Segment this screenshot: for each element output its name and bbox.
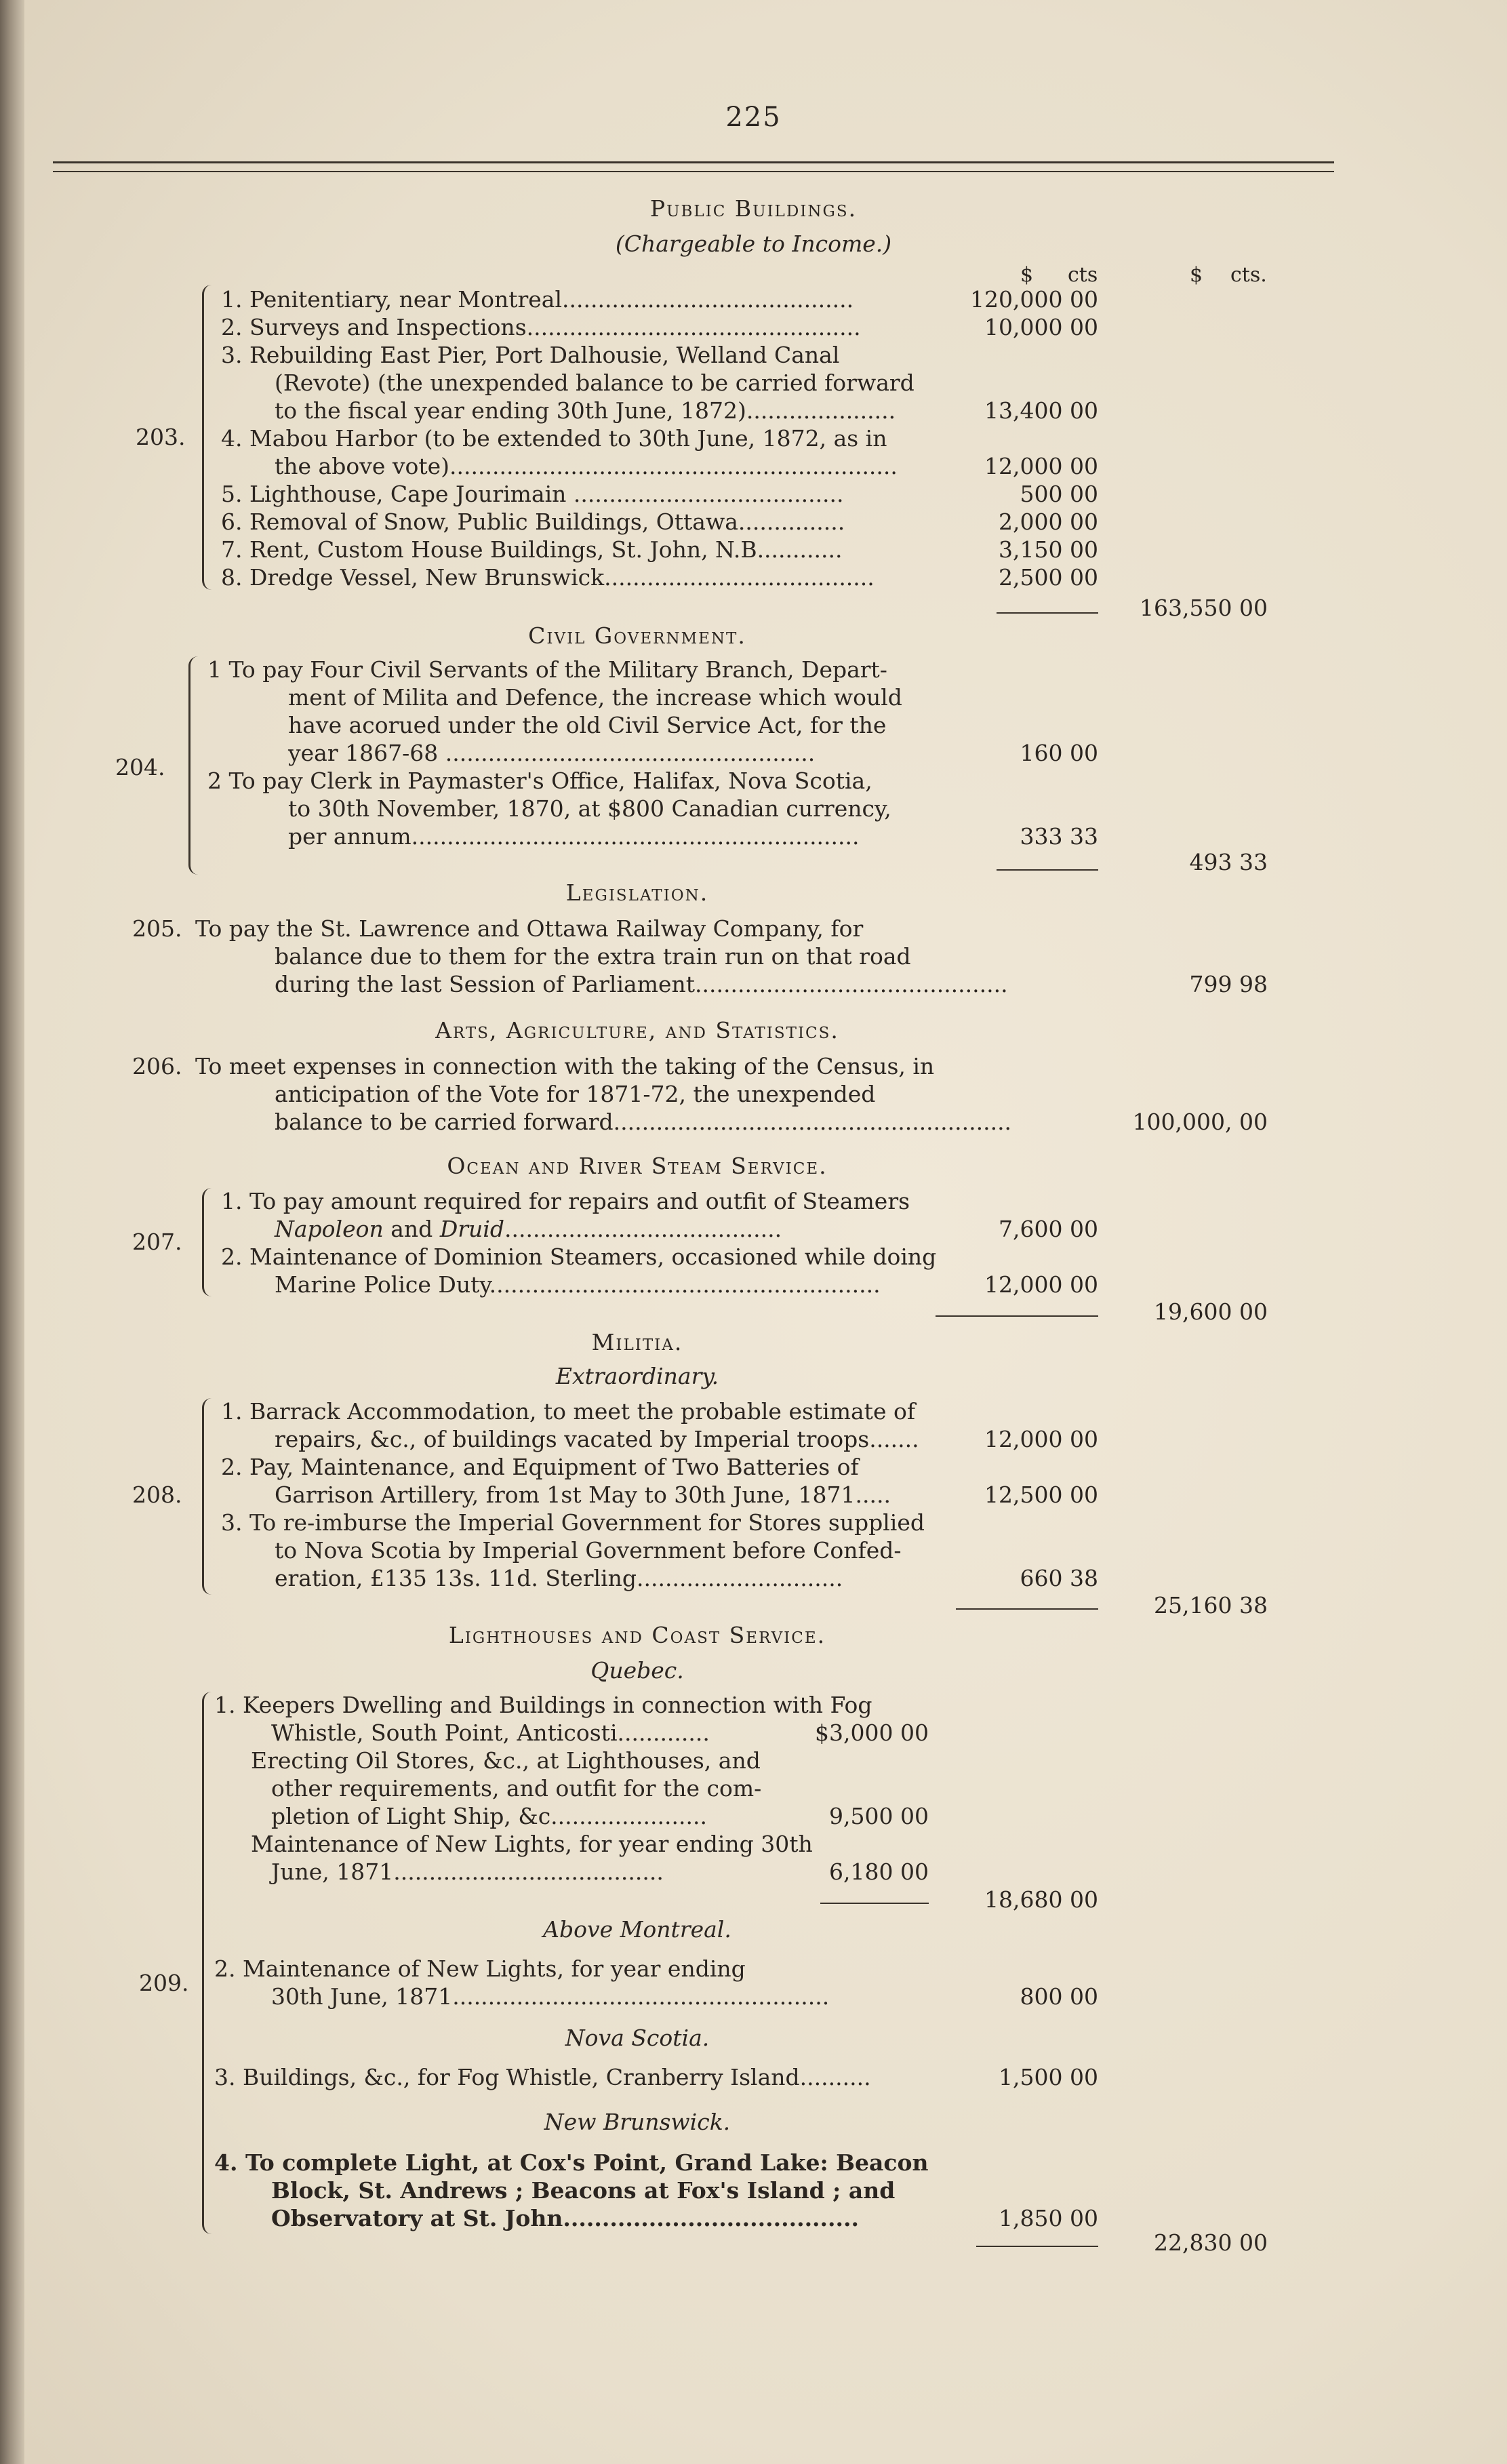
- amount-cell: 1,850 00: [999, 2205, 1098, 2231]
- amount-cell: 12,000 00: [984, 1426, 1098, 1452]
- section-total-204: 493 33: [1189, 849, 1268, 875]
- section-total-209: 22,830 00: [1154, 2229, 1268, 2256]
- subtotal-rule: [956, 1608, 1098, 1610]
- section-heading-ocean-river-steam: Ocean and River Steam Service.: [447, 1153, 828, 1179]
- amount-cell: 120,000 00: [970, 286, 1098, 313]
- steamer-name-napoleon: Napoleon: [275, 1216, 384, 1242]
- section-total-203: 163,550 00: [1140, 595, 1268, 621]
- amount-cell: 3,150 00: [999, 536, 1098, 563]
- leader-dots: .......................................: [504, 1216, 782, 1242]
- col2-cents-header: cts.: [1230, 263, 1267, 287]
- section-208-brace: [202, 1398, 212, 1595]
- item-line: to Nova Scotia by Imperial Government before Confed-: [275, 1537, 902, 1564]
- item-line: other requirements, and outfit for the com-: [271, 1775, 762, 1802]
- item-line: Observatory at St. John......................................: [271, 2205, 859, 2231]
- item-line: 3. Buildings, &c., for Fog Whistle, Cranberry Island..........: [214, 2064, 871, 2090]
- item-line: 2. Maintenance of Dominion Steamers, occasioned while doing: [221, 1244, 937, 1270]
- amount-cell: 1,500 00: [999, 2064, 1098, 2090]
- amount-cell: 660 38: [1020, 1565, 1098, 1591]
- amount-cell: 10,000 00: [984, 314, 1098, 340]
- section-total-207: 19,600 00: [1154, 1298, 1268, 1325]
- section-number-208: 208.: [132, 1482, 182, 1508]
- item-line: pletion of Light Ship, &c......................: [271, 1803, 707, 1829]
- item-line: Block, St. Andrews ; Beacons at Fox's Island ; and: [271, 2177, 896, 2204]
- item-line: 1 To pay Four Civil Servants of the Military Branch, Depart-: [207, 656, 887, 683]
- item-line: 5. Lighthouse, Cape Jourimain ......................................: [221, 481, 844, 507]
- item-line: 1. Penitentiary, near Montreal.........................................: [221, 286, 854, 313]
- subtotal-rule: [976, 2246, 1098, 2247]
- section-heading-lighthouses: Lighthouses and Coast Service.: [448, 1622, 826, 1648]
- item-line: 1. To pay amount required for repairs and outfit of Steamers: [221, 1188, 910, 1214]
- book-spine-shadow: [0, 0, 24, 2464]
- item-line: have acorued under the old Civil Service Act, for the: [288, 712, 887, 738]
- item-line: June, 1871......................................: [271, 1859, 664, 1885]
- item-line: 1. Barrack Accommodation, to meet the probable estimate of: [221, 1398, 916, 1425]
- item-line: Maintenance of New Lights, for year ending 30th: [251, 1831, 813, 1857]
- subtotal-rule: [936, 1315, 1098, 1317]
- inner-amount-cell: $3,000 00: [815, 1720, 929, 1746]
- section-number-204: 204.: [115, 754, 165, 780]
- item-line: Whistle, South Point, Anticosti.............: [271, 1720, 710, 1746]
- section-number-205: 205.: [132, 915, 182, 942]
- item-line: ment of Milita and Defence, the increase which would: [288, 684, 902, 711]
- amount-cell: 12,000 00: [984, 1271, 1098, 1298]
- item-line: 2. Pay, Maintenance, and Equipment of Two Batteries of: [221, 1454, 859, 1480]
- item-line: anticipation of the Vote for 1871-72, the unexpended: [275, 1081, 876, 1107]
- amount-cell: 13,400 00: [984, 397, 1098, 424]
- item-line: 8. Dredge Vessel, New Brunswick......................................: [221, 564, 875, 591]
- item-line: Marine Police Duty.......................................................: [275, 1271, 881, 1298]
- item-line: Garrison Artillery, from 1st May to 30th June, 1871.....: [275, 1482, 891, 1508]
- section-subheading-chargeable: (Chargeable to Income.): [615, 231, 892, 257]
- amount-cell: 333 33: [1020, 823, 1098, 850]
- section-total-206: 100,000, 00: [1132, 1109, 1268, 1135]
- section-number-206: 206.: [132, 1053, 182, 1079]
- item-line: Erecting Oil Stores, &c., at Lighthouses, and: [251, 1747, 761, 1774]
- item-line: 3. Rebuilding East Pier, Port Dalhousie, Welland Canal: [221, 342, 840, 368]
- item-line: 2. Maintenance of New Lights, for year ending: [214, 1955, 746, 1982]
- page-number: 225: [725, 102, 782, 133]
- item-line: the above vote)...............................................................: [275, 453, 898, 479]
- col2-dollar-header: $: [1190, 263, 1203, 287]
- section-204-brace: [188, 656, 198, 875]
- amount-cell: 18,680 00: [984, 1886, 1098, 1913]
- item-line: balance to be carried forward........................................................: [275, 1109, 1012, 1135]
- item-line: eration, £135 13s. 11d. Sterling.............................: [275, 1565, 843, 1591]
- col1-dollar-header: $: [1020, 263, 1034, 287]
- item-line: 4. Mabou Harbor (to be extended to 30th June, 1872, as in: [221, 425, 887, 452]
- amount-cell: 2,500 00: [999, 564, 1098, 591]
- item-line-napoleon-druid: [275, 1216, 782, 1243]
- section-heading-arts-agriculture: Arts, Agriculture, and Statistics.: [435, 1017, 839, 1044]
- region-label-new-brunswick: New Brunswick.: [544, 2109, 731, 2135]
- amount-cell: 800 00: [1020, 1983, 1098, 2010]
- top-rule: [53, 161, 1334, 163]
- section-heading-civil-government: Civil Government.: [528, 622, 746, 649]
- region-label-nova-scotia: Nova Scotia.: [565, 2025, 710, 2051]
- subtotal-rule: [997, 869, 1098, 871]
- item-line: per annum...............................................................: [288, 823, 860, 850]
- amount-cell: 2,000 00: [999, 509, 1098, 535]
- region-label-quebec: Quebec.: [590, 1657, 684, 1684]
- inner-amount-cell: 6,180 00: [829, 1859, 929, 1885]
- section-203-brace: [202, 285, 212, 590]
- item-line: during the last Session of Parliament............................................: [275, 971, 1008, 997]
- item-line: 1. Keepers Dwelling and Buildings in connection with Fog: [214, 1692, 872, 1718]
- item-line: to 30th November, 1870, at $800 Canadian currency,: [288, 795, 891, 822]
- section-number-207: 207.: [132, 1229, 182, 1255]
- amount-cell: 500 00: [1020, 481, 1098, 507]
- col1-cents-header: cts: [1068, 263, 1098, 287]
- section-heading-legislation: Legislation.: [565, 879, 709, 906]
- section-heading-public-buildings: Public Buildings.: [649, 195, 858, 222]
- amount-cell: 12,000 00: [984, 453, 1098, 479]
- item-line: 2. Surveys and Inspections...............................................: [221, 314, 861, 340]
- section-total-208: 25,160 38: [1154, 1592, 1268, 1618]
- item-line: 6. Removal of Snow, Public Buildings, Ottawa...............: [221, 509, 845, 535]
- item-line: repairs, &c., of buildings vacated by Imperial troops.......: [275, 1426, 919, 1452]
- item-line: To pay the St. Lawrence and Ottawa Railway Company, for: [195, 915, 864, 942]
- item-line: year 1867-68 ....................................................: [288, 740, 816, 766]
- section-subheading-extraordinary: Extraordinary.: [555, 1363, 719, 1389]
- section-209-brace: [202, 1692, 212, 2234]
- item-line: (Revote) (the unexpended balance to be carried forward: [275, 370, 915, 396]
- item-line: to the fiscal year ending 30th June, 1872).....................: [275, 397, 896, 424]
- item-line: 2 To pay Clerk in Paymaster's Office, Halifax, Nova Scotia,: [207, 768, 872, 794]
- amount-cell: 160 00: [1020, 740, 1098, 766]
- amount-cell: 7,600 00: [999, 1216, 1098, 1242]
- item-line: balance due to them for the extra train run on that road: [275, 943, 911, 970]
- item-line: 30th June, 1871.....................................................: [271, 1983, 830, 2010]
- item-line: 7. Rent, Custom House Buildings, St. John, N.B............: [221, 536, 843, 563]
- inner-amount-cell: 9,500 00: [829, 1803, 929, 1829]
- item-line: To meet expenses in connection with the taking of the Census, in: [195, 1053, 935, 1079]
- subtotal-rule: [997, 612, 1098, 614]
- item-line: 4. To complete Light, at Cox's Point, Grand Lake: Beacon: [214, 2149, 929, 2176]
- section-207-brace: [202, 1188, 212, 1296]
- top-rule-thin: [53, 171, 1334, 172]
- item-line: 3. To re-imburse the Imperial Government for Stores supplied: [221, 1509, 925, 1536]
- section-heading-militia: Militia.: [591, 1329, 683, 1355]
- inner-subtotal-rule: [820, 1903, 929, 1904]
- section-number-203: 203.: [136, 424, 186, 450]
- amount-cell: 12,500 00: [984, 1482, 1098, 1508]
- steamer-name-druid: Druid: [439, 1216, 504, 1242]
- conjunction: and: [390, 1216, 433, 1242]
- region-label-above-montreal: Above Montreal.: [543, 1916, 731, 1943]
- section-total-205: 799 98: [1189, 971, 1268, 997]
- section-number-209: 209.: [139, 1970, 189, 1996]
